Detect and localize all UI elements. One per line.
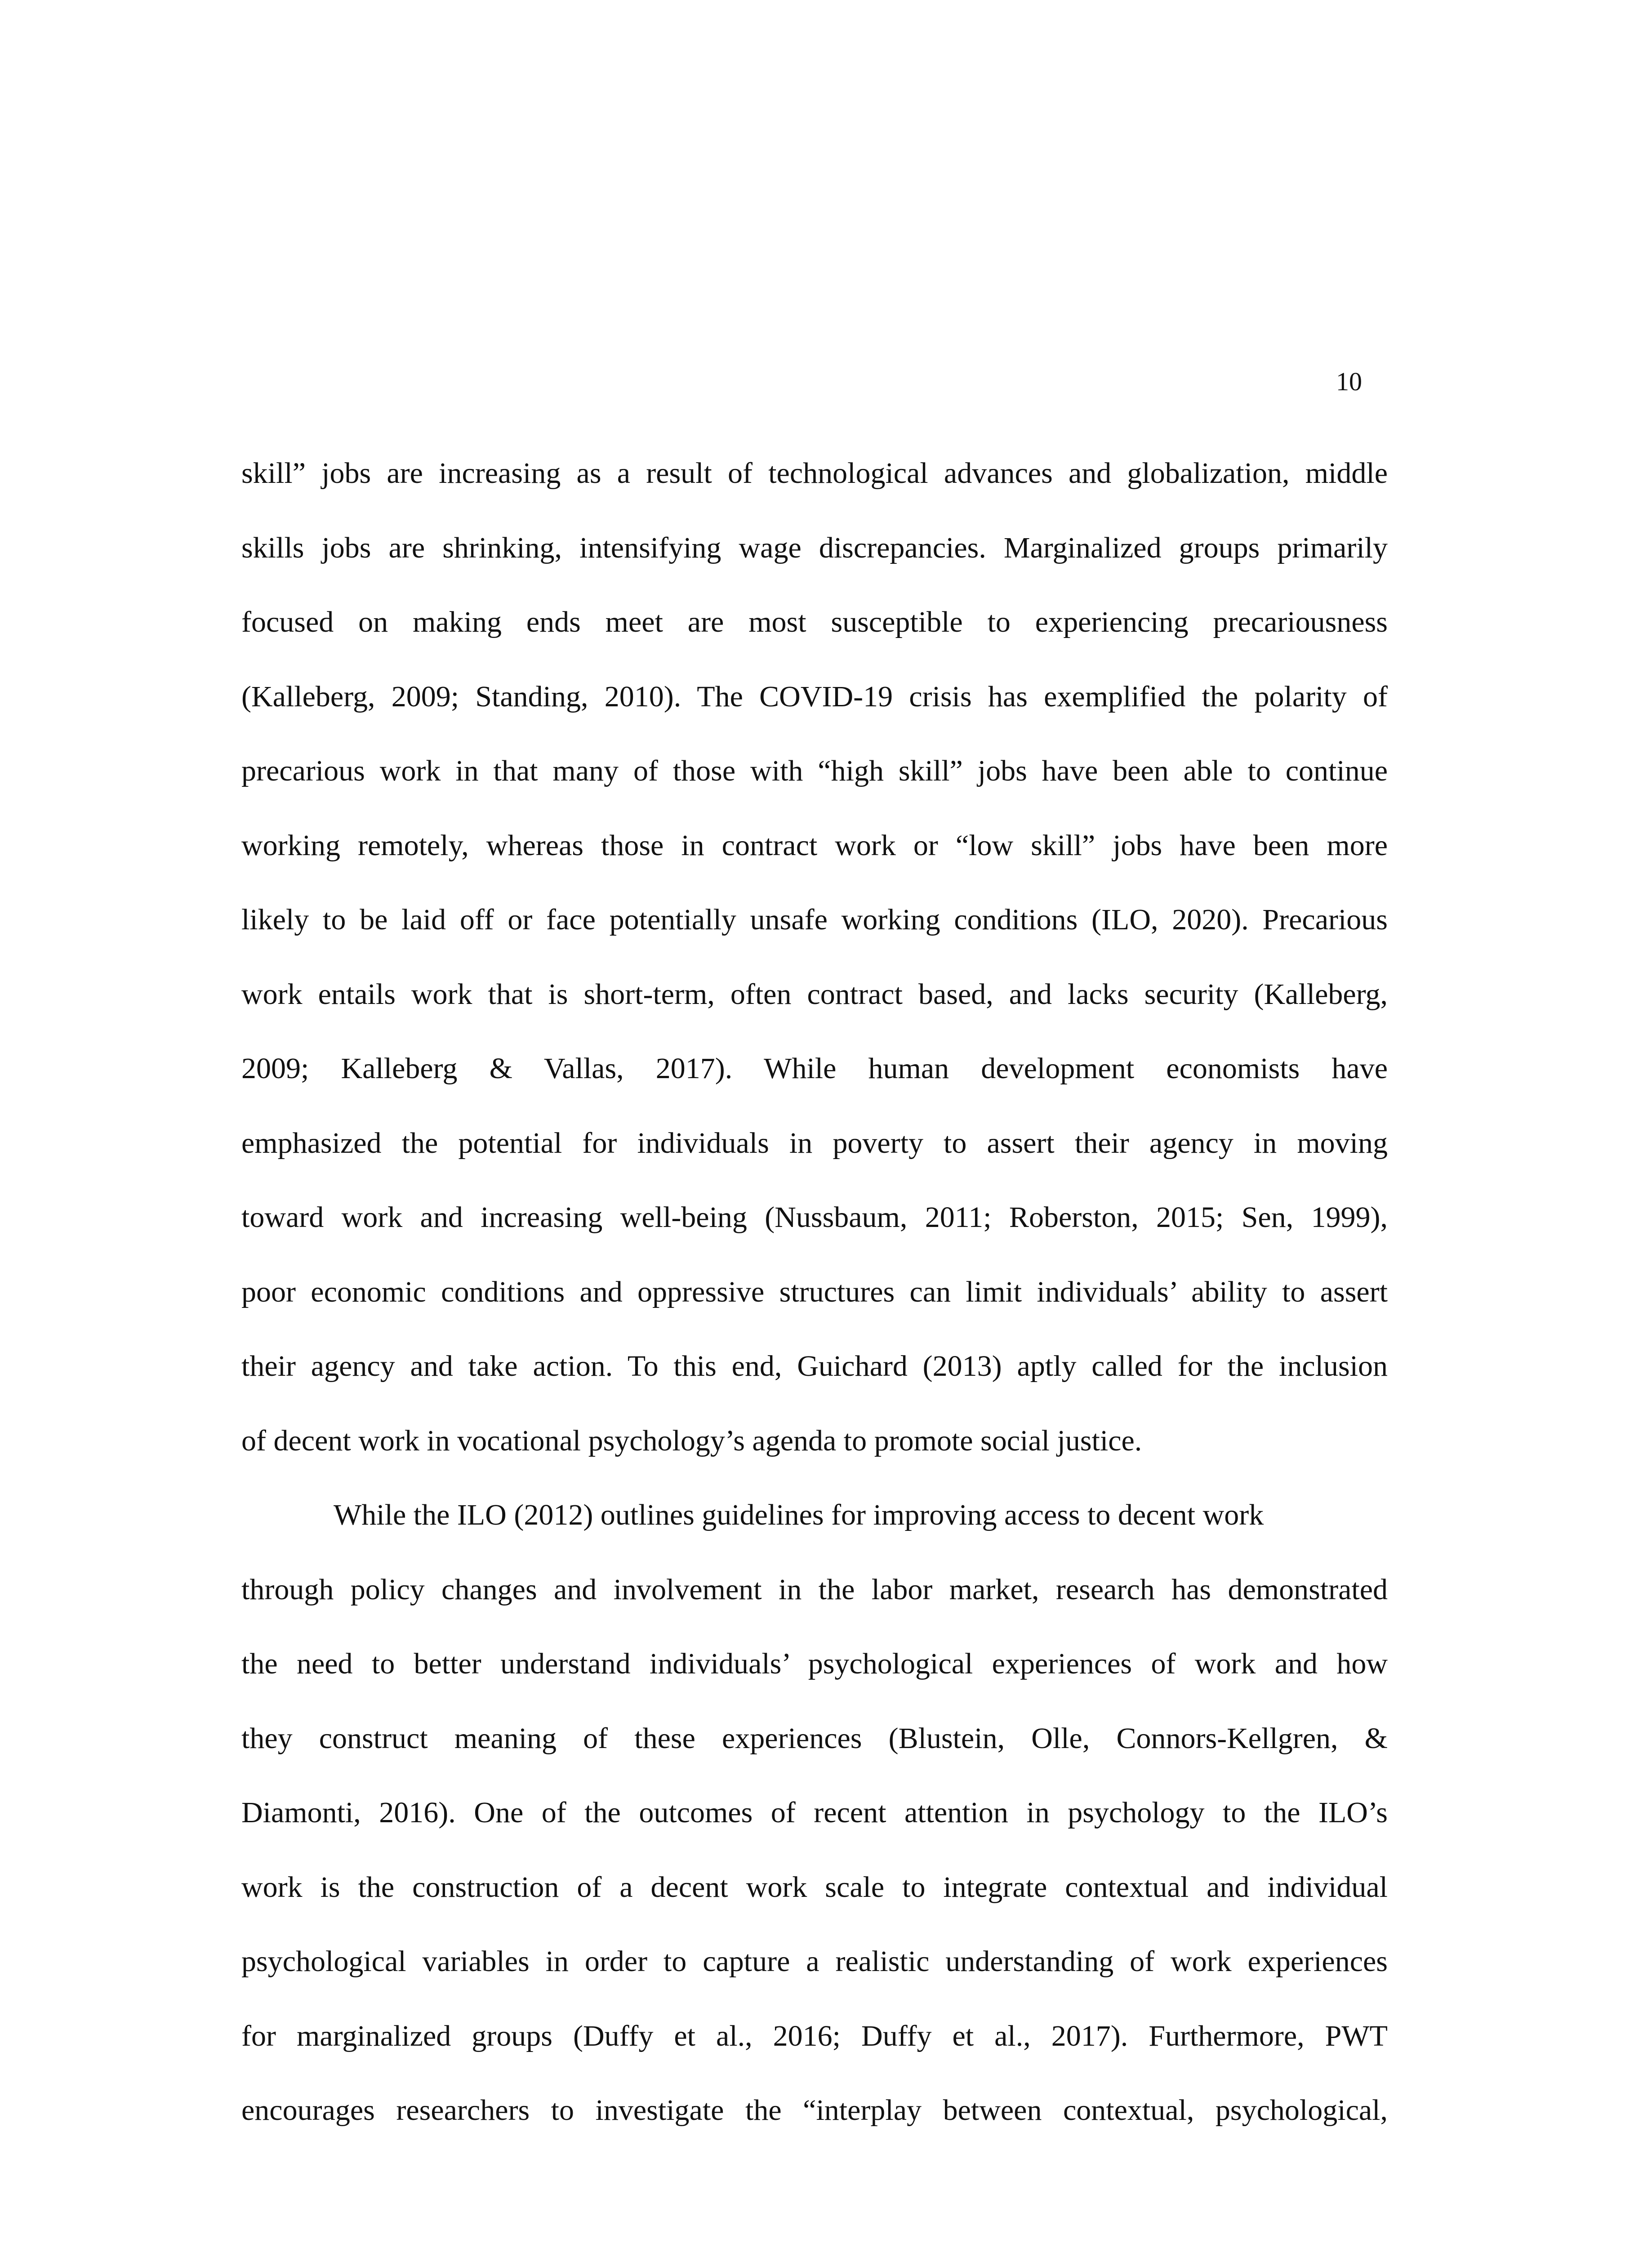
body-text — [241, 436, 1388, 2148]
text-line: the need to better understand individuals’ psychological experiences of work and how — [241, 1647, 1388, 1680]
text-line: poor economic conditions and oppressive structures can limit individuals’ ability to assert — [241, 1275, 1388, 1308]
text-line: Diamonti, 2016). One of the outcomes of recent attention in psychology to the ILO’s — [241, 1796, 1388, 1829]
text-line: skills jobs are shrinking, intensifying wage discrepancies. Marginalized groups primarily — [241, 531, 1388, 564]
text-line: emphasized the potential for individuals in poverty to assert their agency in moving — [241, 1126, 1388, 1160]
text-line: precarious work in that many of those with “high skill” jobs have been able to continue — [241, 754, 1388, 787]
text-line: encourages researchers to investigate the “interplay between contextual, psychological, — [241, 2094, 1388, 2127]
paragraph-1 — [241, 436, 1388, 1478]
text-line-indented: While the ILO (2012) outlines guidelines for improving access to decent work — [334, 1499, 1264, 1531]
text-line: 2009; Kalleberg & Vallas, 2017). While human development economists have — [241, 1052, 1388, 1085]
text-line: toward work and increasing well-being (Nussbaum, 2011; Roberston, 2015; Sen, 1999), — [241, 1201, 1388, 1234]
text-line: for marginalized groups (Duffy et al., 2016; Duffy et al., 2017). Furthermore, PWT — [241, 2019, 1388, 2052]
text-line: likely to be laid off or face potentially unsafe working conditions (ILO, 2020). Precarious — [241, 903, 1388, 936]
text-line: work entails work that is short-term, often contract based, and lacks security (Kalleberg, — [241, 977, 1388, 1011]
text-line: their agency and take action. To this end, Guichard (2013) aptly called for the inclusion — [241, 1350, 1388, 1383]
text-line: psychological variables in order to capture a realistic understanding of work experiences — [241, 1945, 1388, 1978]
text-line: they construct meaning of these experiences (Blustein, Olle, Connors-Kellgren, & — [241, 1722, 1388, 1755]
text-line: skill” jobs are increasing as a result of technological advances and globalization, middle — [241, 457, 1388, 490]
page-number: 10 — [1336, 367, 1362, 396]
text-line: working remotely, whereas those in contract work or “low skill” jobs have been more — [241, 829, 1388, 862]
paragraph-2 — [241, 1478, 1388, 2148]
text-line: focused on making ends meet are most susceptible to experiencing precariousness — [241, 606, 1388, 638]
text-line: work is the construction of a decent work scale to integrate contextual and individual — [241, 1870, 1388, 1904]
text-line: (Kalleberg, 2009; Standing, 2010). The COVID-19 crisis has exemplified the polarity of — [241, 680, 1388, 713]
text-line: through policy changes and involvement in the labor market, research has demonstrated — [241, 1573, 1388, 1606]
text-line-last: of decent work in vocational psychology’s agenda to promote social justice. — [241, 1424, 1142, 1457]
